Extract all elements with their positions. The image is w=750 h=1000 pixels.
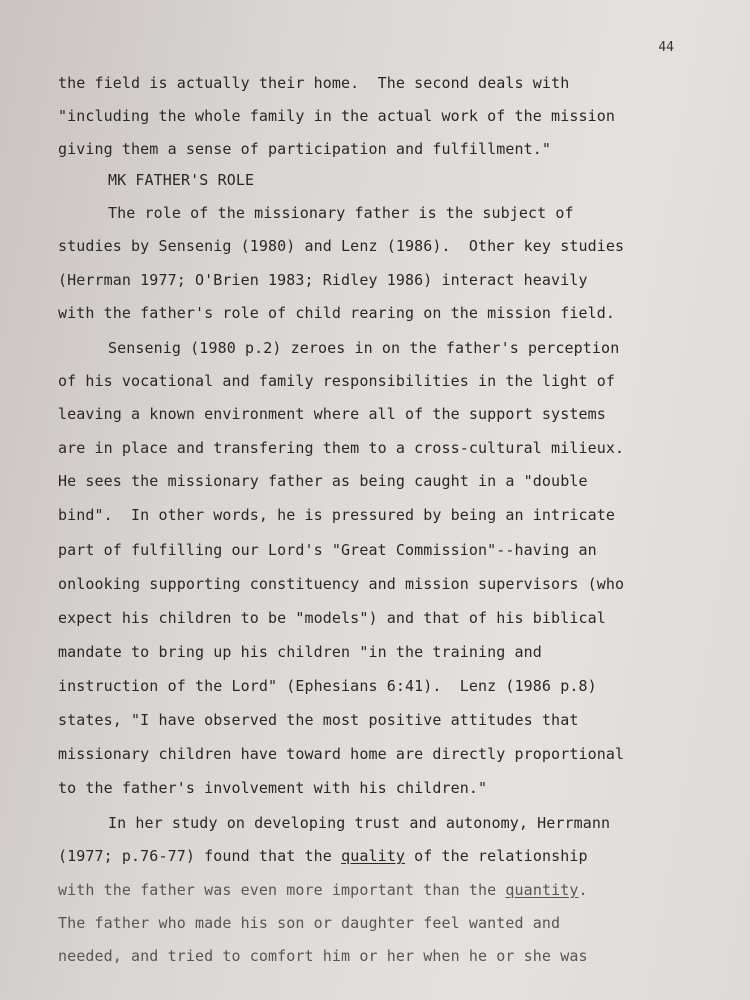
text-line: are in place and transfering them to a cross-cultural milieux. — [58, 439, 625, 457]
text-line: Sensenig (1980 p.2) zeroes in on the father's perception — [108, 339, 620, 357]
section-heading: MK FATHER'S ROLE — [108, 171, 255, 189]
text-segment: of the relationship — [404, 847, 588, 865]
text-line: of his vocational and family responsibilities in the light of — [58, 372, 615, 390]
text-line: He sees the missionary father as being caught in a "double — [58, 472, 588, 490]
text-segment: with the father was even more important than the — [58, 881, 506, 899]
text-line: needed, and tried to comfort him or her when he or she was — [58, 947, 588, 965]
text-line: In her study on developing trust and autonomy, Herrmann — [108, 814, 611, 832]
text-line: leaving a known environment where all of the support systems — [58, 405, 606, 423]
underlined-word: quality — [341, 847, 405, 865]
text-line: states, "I have observed the most positive attitudes that — [58, 711, 579, 729]
text-line: The role of the missionary father is the subject of — [108, 204, 574, 222]
text-line: "including the whole family in the actual work of the mission — [58, 107, 615, 125]
text-line: instruction of the Lord" (Ephesians 6:41). Lenz (1986 p.8) — [58, 677, 597, 695]
text-line: studies by Sensenig (1980) and Lenz (1986). Other key studies — [58, 237, 625, 255]
text-line: expect his children to be "models") and that of his biblical — [58, 609, 606, 627]
text-line: missionary children have toward home are directly proportional — [58, 745, 625, 763]
text-line: (Herrman 1977; O'Brien 1983; Ridley 1986) interact heavily — [58, 271, 588, 289]
text-line: part of fulfilling our Lord's "Great Commission"--having an — [58, 541, 597, 559]
text-line: giving them a sense of participation and fulfillment." — [58, 140, 552, 158]
text-line — [58, 847, 588, 865]
text-line: with the father's role of child rearing on the mission field. — [58, 304, 615, 322]
text-line: to the father's involvement with his children." — [58, 779, 488, 797]
text-line — [58, 881, 588, 899]
text-line: the field is actually their home. The second deals with — [58, 74, 570, 92]
underlined-word: quantity — [505, 881, 579, 899]
text-segment: (1977; p.76-77) found that the — [58, 847, 342, 865]
page-number: 44 — [658, 40, 674, 55]
text-line: mandate to bring up his children "in the training and — [58, 643, 542, 661]
text-line: bind". In other words, he is pressured by being an intricate — [58, 506, 615, 524]
text-line: The father who made his son or daughter feel wanted and — [58, 914, 561, 932]
text-segment: . — [578, 881, 588, 899]
text-line: onlooking supporting constituency and mission supervisors (who — [58, 575, 625, 593]
